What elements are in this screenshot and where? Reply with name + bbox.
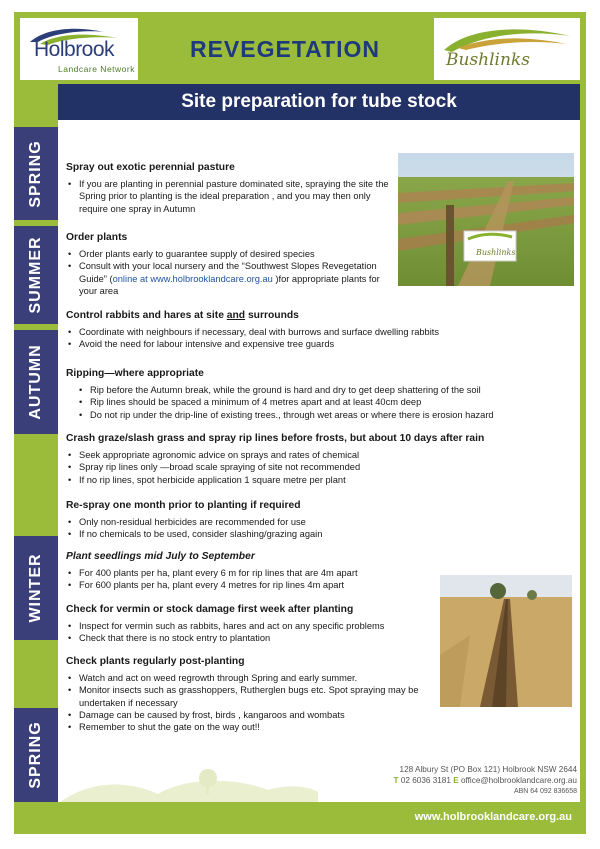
holbrook-logo [20, 18, 138, 80]
list-item: • Rip before the Autumn break, while the ground is hard and dry to get deep shattering of the soil [66, 384, 572, 396]
season-autumn [14, 330, 58, 434]
season-spring-bottom [14, 708, 58, 802]
bushlinks-logo [434, 18, 580, 80]
section-plant-seedlings [66, 551, 432, 592]
bushlinks-logo-name: Bushlinks [446, 50, 530, 70]
section-heading: Crash graze/slash grass and spray rip lines before frosts, but about 10 days after rain [66, 433, 485, 444]
section-heading: Plant seedlings mid July to September [66, 551, 255, 562]
list-item-text: Consult with your local nursery and the “Southwest Slopes Revegetation Guide” ( [79, 261, 377, 284]
rip-line-photo-image [440, 575, 572, 707]
section-ripping [66, 368, 572, 421]
phone-number: 02 6036 3181 [400, 776, 451, 785]
season-label: SUMMER [27, 236, 44, 314]
list-item: • Coordinate with neighbours if necessary, deal with burrows and surface dwelling rabbits [66, 326, 572, 338]
season-spring-top [14, 127, 58, 220]
list-item: • Damage can be caused by frost, birds , kangaroos and wombats [66, 709, 436, 721]
heading-part: Control rabbits and hares at site [66, 310, 227, 321]
section-re-spray [66, 500, 572, 541]
heading-part: surrounds [245, 310, 299, 321]
postal-address: 128 Albury St (PO Box 121) Holbrook NSW 2644 [399, 765, 577, 774]
list-item: • For 400 plants per ha, plant every 6 m for rip lines that are 4m apart [66, 567, 432, 579]
list-item: • Watch and act on weed regrowth through Spring and early summer. [66, 672, 436, 684]
season-label: SPRING [27, 721, 44, 789]
contact-info [300, 764, 577, 797]
section-heading: Check for vermin or stock damage first week after planting [66, 604, 354, 615]
season-label: AUTUMN [27, 344, 44, 420]
list-item: • For 600 plants per ha, plant every 4 metres for rip lines 4m apart [66, 579, 432, 591]
section-heading: Check plants regularly post-planting [66, 656, 245, 667]
section-check-plants [66, 656, 436, 733]
holbrook-logo-name: Holbrook [34, 38, 115, 61]
list-item: • Do not rip under the drip-line of existing trees., through wet areas or where there is erosion hazard [66, 409, 572, 421]
section-heading [66, 310, 572, 322]
list-item: • Rip lines should be spaced a minimum of 4 metres apart and at least 40cm deep [66, 396, 572, 408]
section-heading: Re-spray one month prior to planting if required [66, 500, 301, 511]
list-item: • Remember to shut the gate on the way out!! [66, 721, 436, 733]
list-item: • If no rip lines, spot herbicide application 1 square metre per plant [66, 474, 572, 486]
rip-line-photo [440, 575, 572, 707]
phone-email-line [300, 775, 577, 786]
season-label: WINTER [27, 553, 44, 623]
list-item: • If you are planting in perennial pasture dominated site, spraying the site the Spring prior to planting is the ideal preparation , and you may then only require one spray in Autumn [66, 178, 396, 215]
abn-number: ABN 64 092 836658 [513, 788, 577, 795]
heading-underlined-word: and [226, 310, 246, 321]
email-label: E [453, 776, 459, 785]
paddock-photo [398, 153, 574, 286]
email-address[interactable]: office@holbrooklandcare.org.au [460, 776, 577, 785]
list-item: • Avoid the need for labour intensive and expensive tree guards [66, 338, 572, 350]
section-spray-pasture [66, 162, 396, 215]
list-item: • If no chemicals to be used, consider slashing/grazing again [66, 528, 572, 540]
list-item-text: )for appropriate plants for your area [79, 273, 380, 296]
paddock-photo-image [398, 153, 574, 286]
season-summer [14, 226, 58, 324]
season-label: SPRING [27, 139, 44, 208]
section-order-plants [66, 232, 396, 297]
list-item: • Order plants early to guarantee supply of desired species [66, 248, 396, 260]
page-title: REVEGETATION [189, 36, 381, 62]
section-crash-graze [66, 433, 572, 486]
list-item: • Monitor insects such as grasshoppers, Rutherglen bugs etc. Spot spraying may be undertaken if necessary [66, 684, 436, 708]
list-item: • Spray rip lines only —broad scale spraying of site not recommended [66, 461, 572, 473]
season-winter [14, 536, 58, 640]
sign-text: Bushlinks [476, 248, 516, 257]
list-item: • Check that there is no stock entry to plantation [66, 632, 432, 644]
footer-website-link[interactable]: www.holbrooklandcare.org.au [414, 811, 572, 823]
list-item: • Only non-residual herbicides are recommended for use [66, 516, 572, 528]
website-link[interactable]: online at www.holbrooklandcare.org.au [112, 273, 273, 284]
section-heading: Order plants [66, 232, 128, 243]
list-item: • Seek appropriate agronomic advice on sprays and rates of chemical [66, 449, 572, 461]
section-heading: Spray out exotic perennial pasture [66, 162, 235, 173]
section-heading: Ripping—where appropriate [66, 368, 204, 379]
list-item: • Inspect for vermin such as rabbits, hares and act on any specific problems [66, 620, 432, 632]
page-subtitle: Site preparation for tube stock [181, 91, 457, 112]
subtitle-bar [58, 84, 580, 120]
section-control-rabbits [66, 310, 572, 351]
right-band [580, 84, 586, 804]
phone-label: T [393, 776, 399, 785]
holbrook-logo-subtitle: Landcare Network [58, 64, 135, 74]
hills-decoration [58, 760, 318, 804]
section-check-vermin [66, 604, 432, 645]
list-item [66, 260, 396, 297]
